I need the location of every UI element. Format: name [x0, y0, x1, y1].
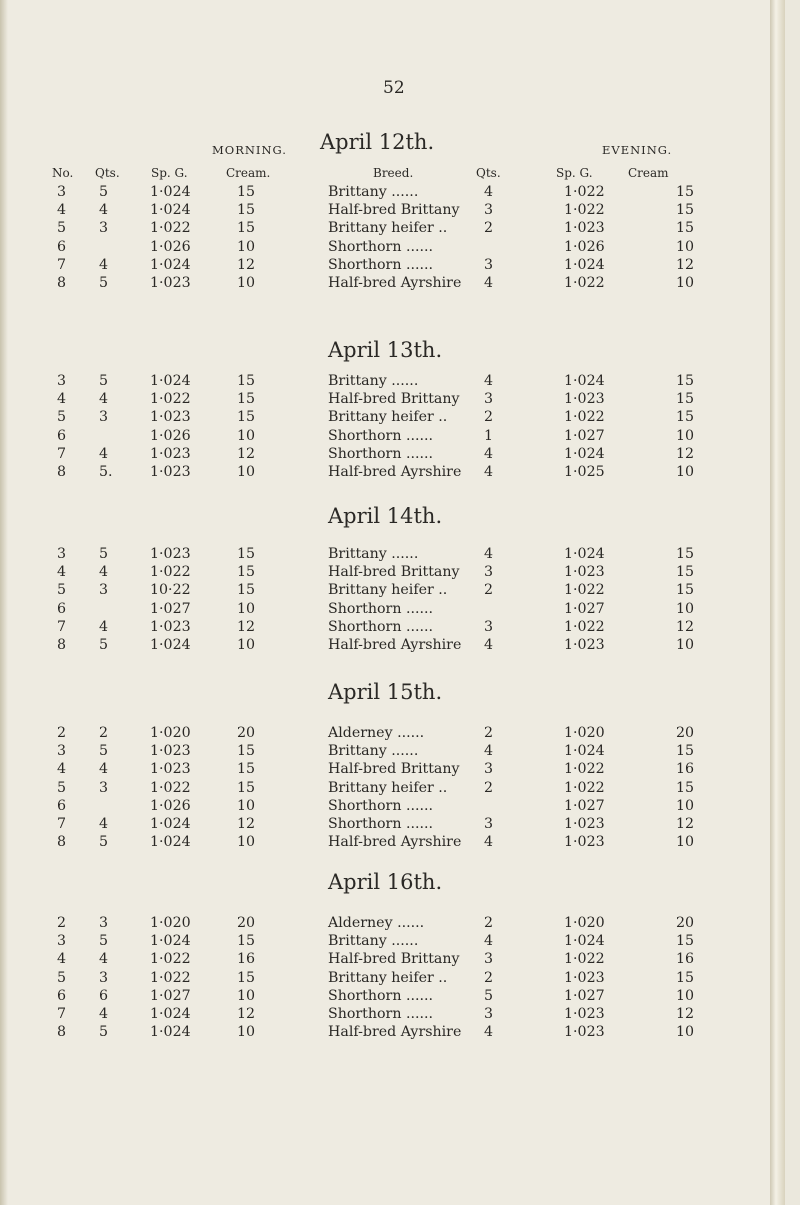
- cell-qe: 3: [484, 256, 494, 273]
- cell-qm: 3: [99, 779, 109, 796]
- table-row: [0, 833, 785, 851]
- cell-no: 8: [57, 1024, 67, 1041]
- cell-qe: 4: [484, 743, 494, 760]
- cell-no: 5: [57, 409, 67, 426]
- cell-qe: 4: [484, 464, 494, 480]
- cell-qe: 4: [484, 275, 494, 291]
- cell-cm: 15: [237, 761, 256, 778]
- cell-cm: 12: [237, 618, 256, 635]
- cell-ce: 15: [676, 743, 695, 760]
- day-title: April 13th.: [328, 338, 443, 362]
- cell-no: 4: [57, 761, 67, 778]
- cell-no: 3: [57, 933, 67, 950]
- cell-ce: 15: [676, 184, 695, 200]
- cell-sge: 1·024: [564, 546, 605, 562]
- cell-no: 8: [57, 275, 67, 291]
- cell-sge: 1·024: [564, 373, 605, 389]
- cell-cm: 15: [237, 582, 256, 599]
- cell-qm: 5: [99, 546, 109, 562]
- cell-sgm: 1·024: [150, 256, 191, 273]
- cell-sgm: 1·026: [150, 427, 191, 444]
- cell-sge: 1·022: [564, 184, 605, 200]
- cell-cm: 15: [237, 779, 256, 796]
- table-row: [0, 760, 785, 778]
- cell-cm: 15: [237, 409, 256, 426]
- cell-breed: Alderney ......: [328, 915, 425, 931]
- cell-sge: 1·027: [564, 987, 605, 1004]
- table-row: [0, 219, 785, 237]
- column-head-breed: Breed.: [373, 166, 414, 180]
- page-number: 52: [383, 78, 405, 98]
- cell-sge: 1·022: [564, 618, 605, 635]
- cell-cm: 15: [237, 202, 256, 219]
- cell-breed: Brittany heifer ..: [328, 582, 448, 599]
- cell-sgm: 1·024: [150, 202, 191, 219]
- cell-qm: 2: [99, 725, 109, 741]
- column-head-spg-evening: Sp. G.: [556, 166, 593, 180]
- cell-ce: 10: [676, 238, 695, 255]
- cell-qm: 4: [99, 618, 109, 635]
- cell-qe: 2: [484, 725, 494, 741]
- cell-sge: 1·022: [564, 409, 605, 426]
- cell-sge: 1·024: [564, 445, 605, 462]
- cell-sgm: 1·023: [150, 618, 191, 635]
- cell-sge: 1·020: [564, 915, 605, 931]
- cell-sge: 1·024: [564, 933, 605, 950]
- cell-breed: Brittany ......: [328, 373, 419, 389]
- cell-breed: Shorthorn ......: [328, 816, 434, 832]
- table-row: [0, 238, 785, 256]
- cell-no: 3: [57, 373, 67, 389]
- cell-sge: 1·026: [564, 238, 605, 255]
- cell-no: 6: [57, 600, 67, 617]
- cell-ce: 15: [676, 373, 695, 389]
- cell-ce: 20: [676, 725, 695, 741]
- cell-cm: 15: [237, 546, 256, 562]
- cell-qm: 4: [99, 256, 109, 273]
- cell-no: 7: [57, 816, 67, 832]
- cell-breed: Brittany ......: [328, 743, 419, 760]
- cell-sgm: 1·027: [150, 987, 191, 1004]
- table-row: [0, 390, 785, 408]
- cell-ce: 10: [676, 275, 695, 291]
- day-title: April 16th.: [328, 870, 443, 894]
- cell-sgm: 1·024: [150, 1006, 191, 1022]
- cell-qm: 3: [99, 969, 109, 986]
- cell-sge: 1·022: [564, 582, 605, 599]
- cell-cm: 10: [237, 275, 256, 291]
- table-row: [0, 742, 785, 760]
- cell-qm: 4: [99, 445, 109, 462]
- cell-no: 3: [57, 546, 67, 562]
- cell-qe: 3: [484, 816, 494, 832]
- cell-cm: 15: [237, 743, 256, 760]
- cell-sgm: 1·022: [150, 779, 191, 796]
- cell-breed: Brittany ......: [328, 184, 419, 200]
- cell-cm: 10: [237, 238, 256, 255]
- cell-breed: Brittany ......: [328, 933, 419, 950]
- cell-qm: 5: [99, 637, 109, 653]
- table-row: [0, 545, 785, 563]
- table-row: [0, 950, 785, 968]
- column-head-qts-evening: Qts.: [476, 166, 501, 180]
- cell-ce: 12: [676, 1006, 695, 1022]
- cell-no: 7: [57, 256, 67, 273]
- cell-cm: 15: [237, 391, 256, 408]
- cell-ce: 20: [676, 915, 695, 931]
- table-row: [0, 427, 785, 445]
- cell-sgm: 1·024: [150, 1024, 191, 1041]
- cell-no: 6: [57, 797, 67, 814]
- cell-no: 8: [57, 834, 67, 851]
- cell-sge: 1·023: [564, 969, 605, 986]
- cell-sgm: 1·022: [150, 969, 191, 986]
- evening-header: EVENING.: [602, 143, 673, 157]
- cell-breed: Half-bred Ayrshire: [328, 464, 462, 480]
- cell-qm: 4: [99, 816, 109, 832]
- cell-ce: 15: [676, 409, 695, 426]
- cell-sgm: 1·024: [150, 933, 191, 950]
- cell-cm: 10: [237, 600, 256, 617]
- cell-no: 5: [57, 582, 67, 599]
- cell-sge: 1·023: [564, 220, 605, 237]
- cell-cm: 20: [237, 915, 256, 931]
- cell-qm: 5: [99, 834, 109, 851]
- table-row: [0, 987, 785, 1005]
- cell-ce: 16: [676, 951, 695, 968]
- cell-sge: 1·024: [564, 743, 605, 760]
- cell-cm: 15: [237, 564, 256, 581]
- cell-no: 6: [57, 987, 67, 1004]
- column-head-cream-morning: Cream.: [226, 166, 271, 180]
- cell-qe: 2: [484, 915, 494, 931]
- cell-sge: 1·022: [564, 779, 605, 796]
- cell-sge: 1·023: [564, 834, 605, 851]
- cell-ce: 10: [676, 464, 695, 480]
- cell-ce: 15: [676, 779, 695, 796]
- cell-qe: 4: [484, 834, 494, 851]
- cell-qe: 4: [484, 184, 494, 200]
- cell-cm: 16: [237, 951, 256, 968]
- table-row: [0, 581, 785, 599]
- cell-sgm: 1·023: [150, 445, 191, 462]
- cell-qm: 5: [99, 933, 109, 950]
- cell-qm: 5: [99, 743, 109, 760]
- cell-breed: Half-bred Ayrshire: [328, 1024, 462, 1041]
- cell-qe: 3: [484, 391, 494, 408]
- table-row: [0, 201, 785, 219]
- day-title: April 12th.: [320, 130, 435, 154]
- cell-sge: 1·027: [564, 797, 605, 814]
- cell-qm: 4: [99, 1006, 109, 1022]
- cell-qe: 1: [484, 427, 494, 444]
- table-row: [0, 1023, 785, 1041]
- cell-ce: 10: [676, 834, 695, 851]
- cell-sge: 1·022: [564, 951, 605, 968]
- cell-sgm: 1·026: [150, 238, 191, 255]
- cell-no: 7: [57, 618, 67, 635]
- cell-breed: Half-bred Ayrshire: [328, 834, 462, 851]
- cell-sge: 1·023: [564, 1024, 605, 1041]
- cell-no: 4: [57, 564, 67, 581]
- cell-no: 2: [57, 915, 67, 931]
- cell-no: 6: [57, 238, 67, 255]
- cell-breed: Shorthorn ......: [328, 238, 434, 255]
- cell-ce: 10: [676, 637, 695, 653]
- cell-cm: 20: [237, 725, 256, 741]
- cell-sgm: 1·024: [150, 816, 191, 832]
- cell-sgm: 1·023: [150, 409, 191, 426]
- cell-sgm: 10·22: [150, 582, 191, 599]
- cell-breed: Shorthorn ......: [328, 427, 434, 444]
- cell-ce: 10: [676, 1024, 695, 1041]
- column-head-cream-evening: Cream: [628, 166, 669, 180]
- cell-qm: 5: [99, 373, 109, 389]
- cell-breed: Half-bred Brittany: [328, 761, 460, 778]
- cell-sge: 1·024: [564, 256, 605, 273]
- cell-qm: 3: [99, 582, 109, 599]
- cell-qm: 4: [99, 564, 109, 581]
- cell-cm: 15: [237, 184, 256, 200]
- cell-no: 7: [57, 445, 67, 462]
- cell-breed: Half-bred Brittany: [328, 202, 460, 219]
- cell-sge: 1·023: [564, 391, 605, 408]
- cell-qm: 3: [99, 915, 109, 931]
- day-title: April 15th.: [328, 680, 443, 704]
- cell-qm: 4: [99, 202, 109, 219]
- cell-cm: 10: [237, 464, 256, 480]
- cell-sge: 1·027: [564, 427, 605, 444]
- cell-breed: Half-bred Brittany: [328, 564, 460, 581]
- cell-breed: Shorthorn ......: [328, 987, 434, 1004]
- cell-qe: 3: [484, 1006, 494, 1022]
- cell-ce: 12: [676, 816, 695, 832]
- cell-ce: 10: [676, 797, 695, 814]
- table-row: [0, 256, 785, 274]
- cell-qm: 3: [99, 409, 109, 426]
- cell-breed: Half-bred Brittany: [328, 951, 460, 968]
- cell-sge: 1·027: [564, 600, 605, 617]
- cell-sge: 1·020: [564, 725, 605, 741]
- cell-ce: 15: [676, 220, 695, 237]
- cell-sgm: 1·020: [150, 725, 191, 741]
- cell-breed: Half-bred Brittany: [328, 391, 460, 408]
- cell-no: 6: [57, 427, 67, 444]
- table-row: [0, 408, 785, 426]
- cell-no: 2: [57, 725, 67, 741]
- cell-qm: 5.: [99, 464, 113, 480]
- cell-ce: 10: [676, 600, 695, 617]
- cell-qe: 3: [484, 618, 494, 635]
- cell-cm: 12: [237, 445, 256, 462]
- cell-sgm: 1·022: [150, 220, 191, 237]
- cell-breed: Shorthorn ......: [328, 797, 434, 814]
- cell-no: 4: [57, 202, 67, 219]
- day-title: April 14th.: [328, 504, 443, 528]
- table-row: [0, 600, 785, 618]
- table-row: [0, 618, 785, 636]
- cell-no: 8: [57, 464, 67, 480]
- table-row: [0, 372, 785, 390]
- cell-qe: 3: [484, 202, 494, 219]
- cell-sgm: 1·022: [150, 951, 191, 968]
- table-row: [0, 274, 785, 292]
- cell-sgm: 1·027: [150, 600, 191, 617]
- table-row: [0, 1005, 785, 1023]
- table-row: [0, 797, 785, 815]
- cell-sgm: 1·026: [150, 797, 191, 814]
- cell-cm: 15: [237, 220, 256, 237]
- cell-sgm: 1·023: [150, 761, 191, 778]
- table-row: [0, 463, 785, 481]
- cell-qe: 4: [484, 445, 494, 462]
- cell-cm: 15: [237, 373, 256, 389]
- cell-ce: 15: [676, 564, 695, 581]
- cell-breed: Shorthorn ......: [328, 256, 434, 273]
- table-row: [0, 724, 785, 742]
- cell-qm: 5: [99, 275, 109, 291]
- cell-no: 7: [57, 1006, 67, 1022]
- cell-ce: 15: [676, 202, 695, 219]
- cell-no: 4: [57, 391, 67, 408]
- cell-qe: 4: [484, 373, 494, 389]
- cell-ce: 12: [676, 256, 695, 273]
- cell-ce: 15: [676, 969, 695, 986]
- cell-ce: 10: [676, 427, 695, 444]
- cell-ce: 12: [676, 445, 695, 462]
- cell-qe: 5: [484, 987, 494, 1004]
- table-row: [0, 636, 785, 654]
- column-head-spg-morning: Sp. G.: [151, 166, 188, 180]
- cell-qm: 5: [99, 1024, 109, 1041]
- cell-ce: 15: [676, 933, 695, 950]
- cell-breed: Alderney ......: [328, 725, 425, 741]
- cell-sge: 1·023: [564, 637, 605, 653]
- cell-qe: 4: [484, 546, 494, 562]
- cell-qe: 2: [484, 220, 494, 237]
- cell-breed: Brittany heifer ..: [328, 220, 448, 237]
- cell-qm: 5: [99, 184, 109, 200]
- cell-breed: Shorthorn ......: [328, 1006, 434, 1022]
- table-row: [0, 183, 785, 201]
- cell-breed: Brittany heifer ..: [328, 969, 448, 986]
- cell-breed: Shorthorn ......: [328, 618, 434, 635]
- table-row: [0, 932, 785, 950]
- cell-ce: 12: [676, 618, 695, 635]
- cell-ce: 10: [676, 987, 695, 1004]
- cell-cm: 10: [237, 987, 256, 1004]
- table-row: [0, 779, 785, 797]
- table-row: [0, 563, 785, 581]
- cell-qm: 4: [99, 391, 109, 408]
- cell-no: 5: [57, 969, 67, 986]
- column-head-qts-morning: Qts.: [95, 166, 120, 180]
- cell-breed: Half-bred Ayrshire: [328, 275, 462, 291]
- cell-qe: 2: [484, 779, 494, 796]
- cell-qm: 4: [99, 951, 109, 968]
- cell-breed: Half-bred Ayrshire: [328, 637, 462, 653]
- cell-cm: 10: [237, 637, 256, 653]
- page-edge: [770, 0, 785, 1205]
- cell-qe: 2: [484, 582, 494, 599]
- cell-qe: 4: [484, 1024, 494, 1041]
- table-row: [0, 914, 785, 932]
- cell-sgm: 1·023: [150, 275, 191, 291]
- cell-sgm: 1·022: [150, 564, 191, 581]
- cell-sge: 1·022: [564, 275, 605, 291]
- cell-ce: 15: [676, 546, 695, 562]
- cell-breed: Brittany heifer ..: [328, 409, 448, 426]
- cell-qe: 3: [484, 564, 494, 581]
- cell-sgm: 1·023: [150, 743, 191, 760]
- table-row: [0, 445, 785, 463]
- cell-sge: 1·025: [564, 464, 605, 480]
- cell-qe: 4: [484, 933, 494, 950]
- cell-qe: 3: [484, 761, 494, 778]
- cell-ce: 15: [676, 582, 695, 599]
- table-row: [0, 969, 785, 987]
- cell-qm: 6: [99, 987, 109, 1004]
- morning-header: MORNING.: [212, 143, 287, 157]
- cell-sgm: 1·024: [150, 373, 191, 389]
- cell-sgm: 1·023: [150, 464, 191, 480]
- cell-breed: Shorthorn ......: [328, 600, 434, 617]
- cell-cm: 15: [237, 969, 256, 986]
- cell-sgm: 1·023: [150, 546, 191, 562]
- cell-breed: Brittany heifer ..: [328, 779, 448, 796]
- cell-sge: 1·023: [564, 816, 605, 832]
- cell-qe: 2: [484, 969, 494, 986]
- cell-sgm: 1·024: [150, 637, 191, 653]
- cell-ce: 15: [676, 391, 695, 408]
- cell-no: 5: [57, 779, 67, 796]
- cell-qm: 4: [99, 761, 109, 778]
- cell-qe: 4: [484, 637, 494, 653]
- cell-cm: 15: [237, 933, 256, 950]
- cell-breed: Shorthorn ......: [328, 445, 434, 462]
- cell-no: 5: [57, 220, 67, 237]
- cell-qe: 3: [484, 951, 494, 968]
- cell-no: 3: [57, 184, 67, 200]
- cell-sgm: 1·022: [150, 391, 191, 408]
- cell-cm: 12: [237, 256, 256, 273]
- cell-qm: 3: [99, 220, 109, 237]
- cell-sgm: 1·024: [150, 834, 191, 851]
- cell-sgm: 1·020: [150, 915, 191, 931]
- cell-sge: 1·023: [564, 1006, 605, 1022]
- cell-cm: 10: [237, 797, 256, 814]
- cell-breed: Brittany ......: [328, 546, 419, 562]
- cell-qe: 2: [484, 409, 494, 426]
- cell-cm: 10: [237, 834, 256, 851]
- cell-sge: 1·023: [564, 564, 605, 581]
- cell-cm: 10: [237, 1024, 256, 1041]
- column-head-no: No.: [52, 166, 74, 180]
- table-row: [0, 815, 785, 833]
- cell-cm: 12: [237, 1006, 256, 1022]
- cell-no: 4: [57, 951, 67, 968]
- cell-sge: 1·022: [564, 202, 605, 219]
- cell-sgm: 1·024: [150, 184, 191, 200]
- cell-cm: 12: [237, 816, 256, 832]
- cell-no: 8: [57, 637, 67, 653]
- cell-no: 3: [57, 743, 67, 760]
- cell-ce: 16: [676, 761, 695, 778]
- cell-sge: 1·022: [564, 761, 605, 778]
- cell-cm: 10: [237, 427, 256, 444]
